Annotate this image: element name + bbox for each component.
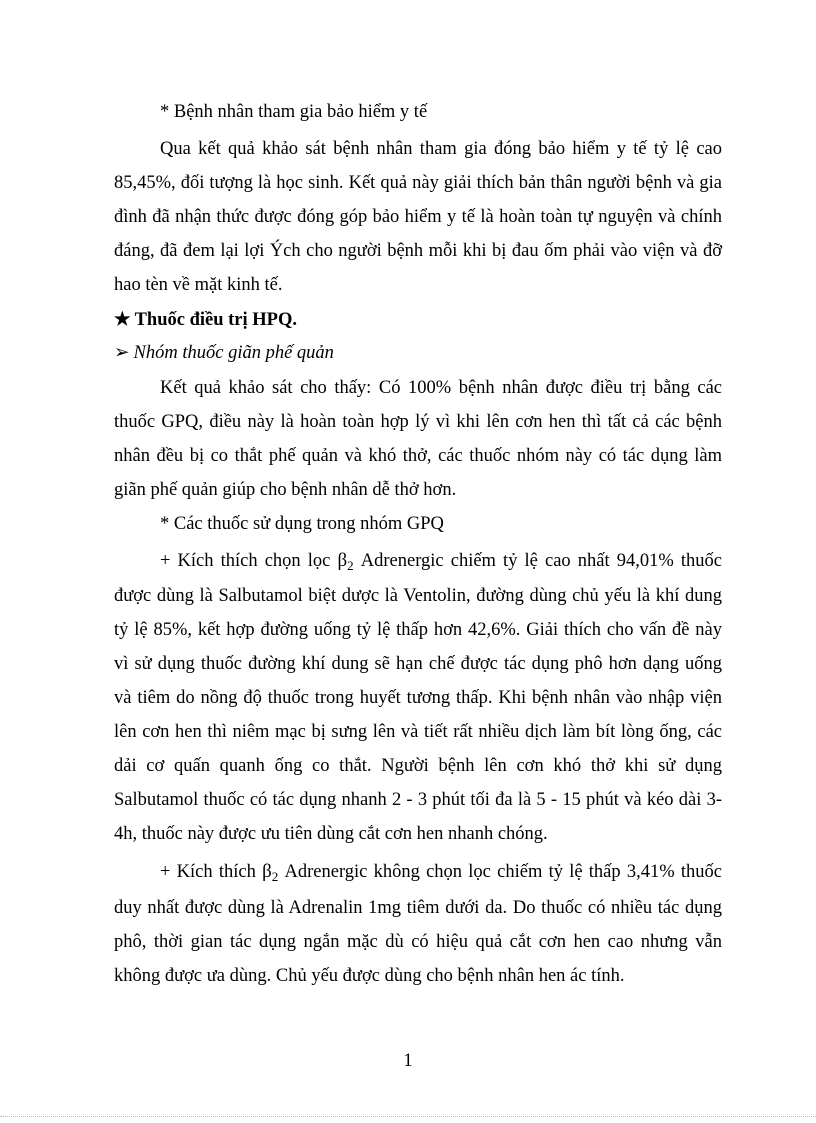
arrow-bullet-icon: ➢ <box>114 343 130 363</box>
beta-subscript: 2 <box>347 558 354 573</box>
heading-insurance: * Bệnh nhân tham gia bảo hiểm y tế <box>160 102 428 122</box>
para1-line-3: đình đã nhận thức được đóng góp bảo hiểm y tế là hoàn toàn tự nguyện và chính <box>114 207 722 227</box>
para2-line-3: nhân đều bị co thắt phế quản và khó thở, các thuốc nhóm này có tác dụng làm <box>114 446 722 466</box>
beta-subscript-2: 2 <box>271 869 279 884</box>
para3-line-9: 4h, thuốc này được ưu tiên dùng cắt cơn hen nhanh chóng. <box>114 824 548 844</box>
footer-divider <box>0 1116 816 1117</box>
page-number: 1 <box>403 1051 413 1071</box>
star-icon: ★ <box>114 310 131 330</box>
beta-symbol: β <box>337 550 348 571</box>
subsection-heading <box>114 341 722 365</box>
beta-symbol-2: β <box>262 861 272 882</box>
para3-line-3: tỷ lệ 85%, kết hợp đường uống tỷ lệ thấp hơn 42,6%. Giải thích cho vấn đề này <box>114 620 722 640</box>
para3-line-7: dải cơ quấn quanh ống co thắt. Người bệnh lên cơn khó thở khi sử dụng <box>114 756 722 776</box>
section-title: Thuốc điều trị HPQ. <box>134 310 297 330</box>
para4-line-1: + Kích thích $\beta_2$ Adrenergic không chọn lọc chiếm tỷ lệ thấp 3,41% thuốc <box>160 861 722 884</box>
subsection-title: Nhóm thuốc giãn phế quản <box>133 343 334 363</box>
heading-drugs: * Các thuốc sử dụng trong nhóm GPQ <box>160 514 444 534</box>
para4-line-4: không được ưa dùng. Chủ yếu được dùng cho bệnh nhân hen ác tính. <box>114 966 625 986</box>
para3-line-6: lên cơn hen thì niêm mạc bị sưng lên và tiết rất nhiều dịch làm bít lòng ống, các <box>114 722 722 742</box>
para1-line-4: đáng, đã đem lại lợi Ých cho người bệnh mỗi khi bị đau ốm phải vào viện và đỡ <box>114 241 722 261</box>
para3-line-8: Salbutamol thuốc có tác dụng nhanh 2 - 3 phút tối đa là 5 - 15 phút và kéo dài 3- <box>114 790 722 810</box>
para3-line-5: và tiêm do nồng độ thuốc trong huyết tương thấp. Khi bệnh nhân vào nhập viện <box>114 688 722 708</box>
para1-line-1: Qua kết quả khảo sát bệnh nhân tham gia đóng bảo hiểm y tế tỷ lệ cao <box>160 139 722 159</box>
para3-line-2: được dùng là Salbutamol biệt dược là Ventolin, đường dùng chủ yếu là khí dung <box>114 586 722 606</box>
para2-line-4: giãn phế quản giúp cho bệnh nhân dễ thở hơn. <box>114 480 457 500</box>
para2-line-2: thuốc GPQ, điều này là hoàn toàn hợp lý vì khi lên cơn hen thì tất cả các bệnh <box>114 412 722 432</box>
para4-line-3: phô, thời gian tác dụng ngắn mặc dù có hiệu quả cắt cơn hen cao nhưng vẫn <box>114 932 722 952</box>
para1-line-2: 85,45%, đối tượng là học sinh. Kết quả này giải thích bản thân người bệnh và gia <box>114 173 722 193</box>
para1-line-5: hao tèn về mặt kinh tế. <box>114 275 283 295</box>
para3-line-4: vì sử dụng thuốc đường khí dung sẽ hạn chế được tác dụng phô hơn dạng uống <box>114 654 722 674</box>
section-heading <box>114 308 722 332</box>
para4-line-2: duy nhất được dùng là Adrenalin 1mg tiêm dưới da. Do thuốc có nhiều tác dụng <box>114 898 722 918</box>
para3-line-1: + Kích thích chọn lọc $\beta_2$ Adrenergic chiếm tỷ lệ cao nhất 94,01% thuốc <box>160 550 722 573</box>
para2-line-1: Kết quả khảo sát cho thấy: Có 100% bệnh nhân được điều trị bằng các <box>160 378 722 398</box>
